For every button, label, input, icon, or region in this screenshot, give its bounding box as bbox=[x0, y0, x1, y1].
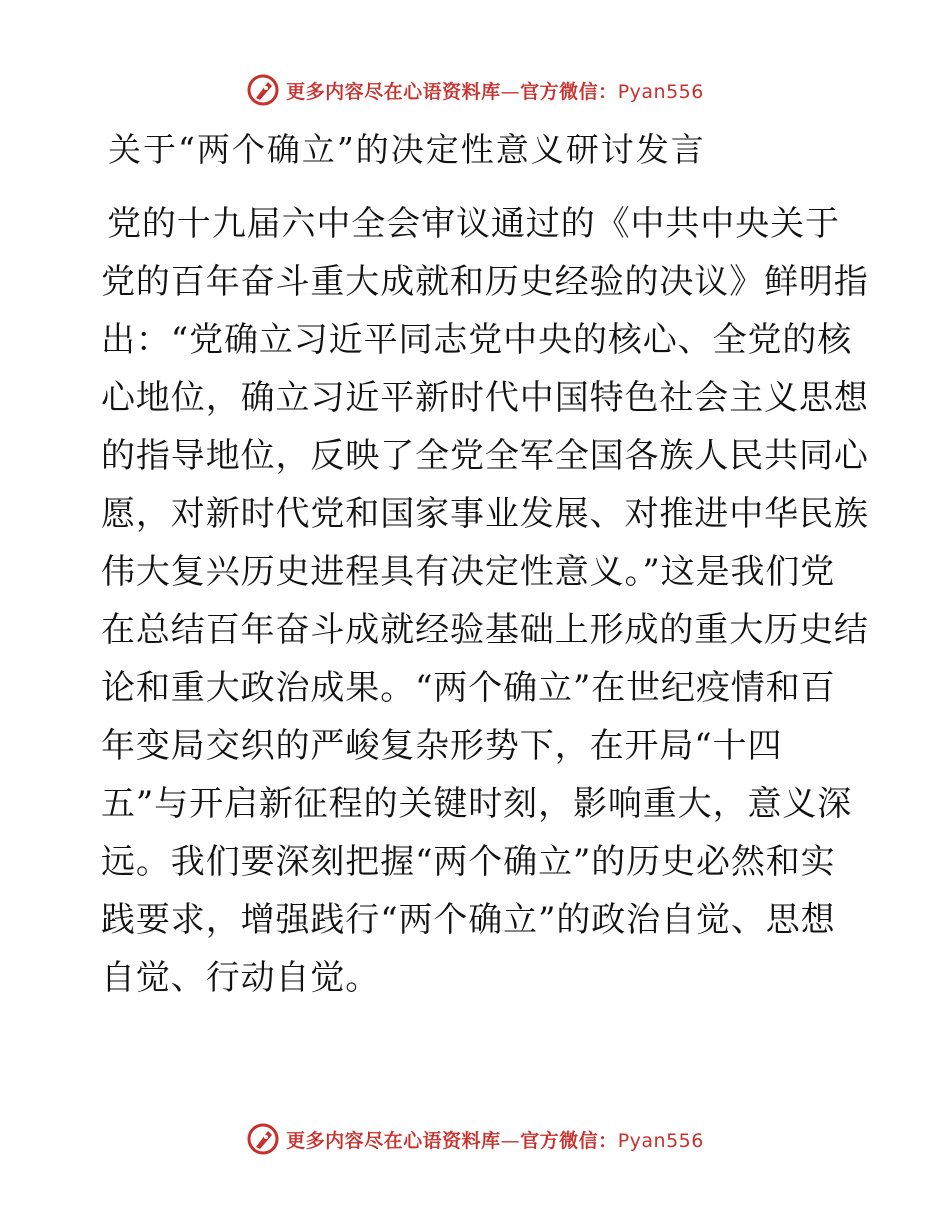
banner-text bbox=[286, 77, 704, 104]
footer-banner bbox=[0, 1119, 950, 1159]
body-line: 远。我们要深刻把握“两个确立”的历史必然和实 bbox=[101, 842, 836, 882]
header-banner bbox=[0, 70, 950, 110]
banner-label: 官方微信： bbox=[520, 80, 618, 103]
body-line: 党的十九届六中全会审议通过的《中共中央关于 bbox=[107, 204, 840, 244]
body-line: 出：“党确立习近平同志党中央的核心、全党的核 bbox=[101, 320, 853, 360]
banner-label: 官方微信： bbox=[520, 1129, 618, 1152]
body-line: 论和重大政治成果。“两个确立”在世纪疫情和百 bbox=[101, 668, 836, 708]
body-line: 年变局交织的严峻复杂形势下，在开局“十四 bbox=[101, 726, 783, 766]
header-banner-content bbox=[246, 73, 704, 107]
pen-nib-circle-icon bbox=[246, 1122, 280, 1156]
banner-dash: — bbox=[500, 80, 521, 103]
banner-handle: Pyan556 bbox=[617, 1129, 704, 1152]
body-line: 党的百年奋斗重大成就和历史经验的决议》鲜明指 bbox=[101, 262, 869, 302]
body-line: 在总结百年奋斗成就经验基础上形成的重大历史结 bbox=[101, 610, 869, 650]
banner-text bbox=[286, 1126, 704, 1153]
banner-handle: Pyan556 bbox=[617, 80, 704, 103]
body-line: 践要求，增强践行“两个确立”的政治自觉、思想 bbox=[101, 900, 836, 940]
body-line: 伟大复兴历史进程具有决定性意义。”这是我们党 bbox=[101, 552, 836, 592]
footer-banner-content bbox=[246, 1122, 704, 1156]
pen-nib-circle-icon bbox=[246, 73, 280, 107]
banner-lead: 更多内容尽在心语资料库 bbox=[286, 1129, 501, 1152]
body-line: 心地位，确立习近平新时代中国特色社会主义思想 bbox=[101, 378, 869, 418]
document-body bbox=[101, 195, 869, 1007]
banner-lead: 更多内容尽在心语资料库 bbox=[286, 80, 501, 103]
body-line: 的指导地位，反映了全党全军全国各族人民共同心 bbox=[101, 436, 869, 476]
body-line: 自觉、行动自觉。 bbox=[101, 958, 381, 998]
body-line: 五”与开启新征程的关键时刻，影响重大，意义深 bbox=[101, 784, 853, 824]
body-line: 愿，对新时代党和国家事业发展、对推进中华民族 bbox=[101, 494, 869, 534]
document-title: 关于“两个确立”的决定性意义研讨发言 bbox=[108, 130, 706, 169]
banner-dash: — bbox=[500, 1129, 521, 1152]
